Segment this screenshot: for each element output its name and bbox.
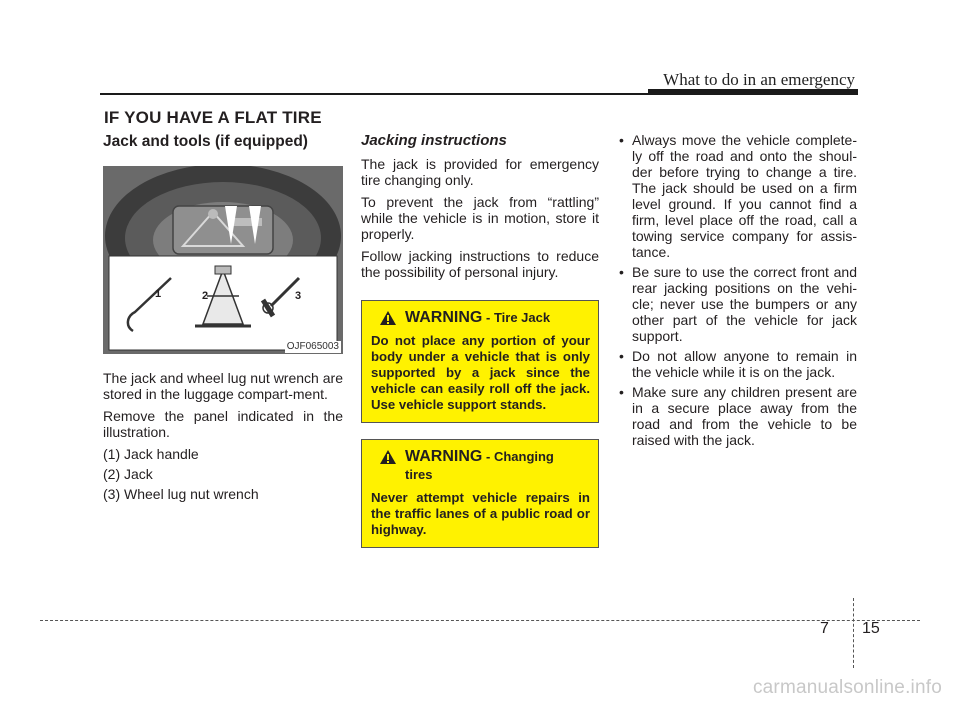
chapter-title: What to do in an emergency	[663, 70, 855, 89]
paragraph: The jack is provided for emergency tire changing only.	[361, 156, 599, 188]
chapter-number: 7	[820, 620, 829, 637]
paragraph: To prevent the jack from “rattling” while the vehicle is in motion, store it properly.	[361, 194, 599, 242]
warning-subject: - Changing tires	[405, 449, 554, 482]
warning-subject: - Tire Jack	[486, 310, 551, 325]
callout-1: 1	[155, 288, 162, 300]
left-column	[103, 132, 343, 506]
warning-label: WARNING	[405, 448, 483, 465]
warning-label: WARNING	[405, 309, 483, 326]
paragraph: The jack and wheel lug nut wrench are stored in the luggage compart-ment.	[103, 370, 343, 402]
figure-code: OJF065003	[286, 341, 339, 352]
page-number: 15	[862, 620, 880, 637]
right-column	[617, 132, 857, 452]
safety-bullets	[617, 132, 857, 448]
callout-3: 3	[295, 290, 302, 302]
warning-triangle-icon	[379, 449, 397, 465]
watermark: carmanualsonline.info	[752, 677, 942, 698]
paragraph: Follow jacking instructions to reduce the possibility of personal injury.	[361, 248, 599, 280]
warning-triangle-icon	[379, 310, 397, 326]
warning-text: Do not place any portion of your body under a vehicle that is only supported by a jack since the vehicle can easily roll off the jack. Use vehicle support stands.	[371, 333, 590, 412]
list-item: • Do not allow anyone to remain in the vehicle while it is on the jack.	[617, 348, 857, 380]
list-item: • Be sure to use the correct front and rear jacking positions on the vehi-cle; never use the bumpers or any other part of the vehicle for jack support.	[617, 264, 857, 344]
warning-changing-tires	[361, 439, 599, 548]
list-item: (1) Jack handle	[103, 446, 199, 462]
list-item: (3) Wheel lug nut wrench	[103, 486, 259, 502]
jack-tools-figure	[103, 166, 343, 354]
list-item: • Always move the vehicle complete-ly off the road and onto the shoul-der before trying to change a tire. The jack should be used on a firm level ground. If you cannot find a firm, level place off the road, call a towing service company for assis-tance.	[617, 132, 857, 260]
footer-divider	[853, 598, 854, 668]
jacking-instructions-heading: Jacking instructions	[361, 132, 507, 149]
warning-tire-jack	[361, 300, 599, 423]
luggage-compartment-illustration	[103, 166, 343, 354]
section-title: IF YOU HAVE A FLAT TIRE	[104, 108, 322, 127]
paragraph: Remove the panel indicated in the illustration.	[103, 408, 343, 440]
footer-rule	[40, 620, 920, 621]
list-item: • Make sure any children present are in a secure place away from the road and from the vehicle to be raised with the jack.	[617, 384, 857, 448]
callout-2: 2	[202, 290, 209, 302]
middle-column	[361, 132, 599, 548]
warning-text: Never attempt vehicle repairs in the traffic lanes of a public road or highway.	[371, 490, 590, 537]
jack-tools-heading: Jack and tools (if equipped)	[103, 133, 308, 150]
list-item: (2) Jack	[103, 466, 153, 482]
header-bar	[648, 89, 858, 95]
